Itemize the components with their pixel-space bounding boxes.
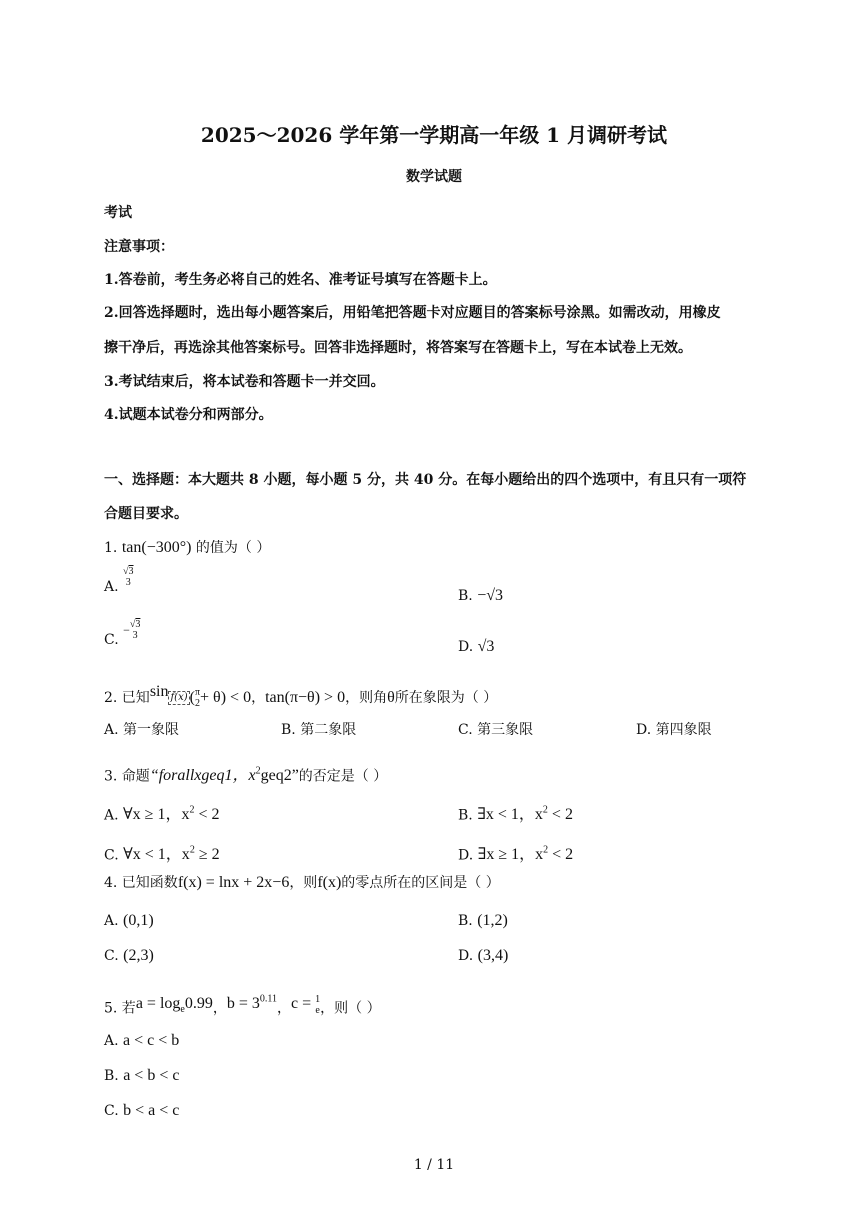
option-label: D. — [458, 639, 474, 655]
option-5c — [104, 1101, 179, 1121]
question-mid: ，则角 — [345, 690, 388, 706]
option-1a — [104, 566, 134, 597]
option-label: C. — [104, 847, 119, 864]
option-5a — [104, 1031, 179, 1051]
option-label: B. — [458, 807, 473, 824]
condition-a: $a = \log_e0.99$ — [135, 995, 213, 1016]
question-number: 5. 若 — [104, 1000, 136, 1017]
notice-line: 2.回答选择题时，选出每小题答案后，用铅笔把答题卡对应题目的答案标号涂黑。如需改动，用橡皮 — [104, 305, 721, 321]
question-2: 2. 已知sin f(x) ( π 2 + θ) < 0，tan(π−θ) > 0，则角θ所在象限为（ ） — [104, 683, 498, 709]
option-3d — [458, 841, 573, 865]
option-label: B. — [458, 913, 473, 929]
separator: ， — [277, 1000, 292, 1017]
page-subtitle: 数学试题 — [406, 169, 462, 185]
option-label: C. — [104, 632, 119, 648]
option-3b — [458, 801, 573, 825]
condition-2: tan(π−θ) > 0 — [265, 689, 346, 706]
option-1c — [104, 619, 140, 650]
condition-1: + θ) < 0 — [200, 689, 252, 706]
option-label: D. — [458, 847, 474, 864]
option-value: −√3 — [477, 587, 504, 604]
section-heading-cont: 合题目要求。 — [104, 506, 188, 522]
option-value: ∀x ≥ 1，$x^2 < 2$ — [123, 805, 220, 824]
fraction — [123, 566, 134, 588]
option-label: D. — [458, 948, 474, 964]
fraction-denominator: 3 — [132, 630, 138, 641]
condition-c: c = 1 e — [291, 993, 321, 1016]
minus-sign: − — [123, 623, 130, 637]
notice-header: 注意事项： — [104, 239, 174, 255]
formula-placeholder-box: f(x) — [170, 692, 188, 703]
option-4c — [104, 946, 154, 966]
option-1b — [458, 586, 503, 606]
question-mid: ，则 — [289, 875, 318, 891]
question-number: 2. 已知 — [104, 690, 150, 706]
question-tail: 的值为（ ） — [195, 540, 271, 556]
option-value: (3,4) — [477, 947, 509, 964]
question-tail: ，则（ ） — [320, 1000, 381, 1017]
fraction: π 2 — [194, 687, 201, 709]
page-title: 2025～2026 学年第一学期高一年级 1 月调研考试 — [200, 123, 668, 147]
function-expression: f(x) = lnx + 2x−6 — [177, 874, 290, 891]
option-4a — [104, 911, 154, 931]
option-value: a < c < b — [123, 1032, 180, 1049]
condition-b: $b = 3^{0.11}$ — [226, 994, 278, 1013]
notice-line: 3.考试结束后，将本试卷和答题卡一并交回。 — [104, 374, 385, 390]
question-4 — [104, 873, 500, 893]
question-tail: 的零点所在的区间是（ ） — [341, 875, 500, 891]
option-4b — [458, 911, 508, 931]
option-label: A. — [104, 913, 119, 929]
option-label: A. — [104, 807, 119, 824]
option-value: √3 — [477, 638, 495, 655]
fraction-denominator: 3 — [125, 577, 131, 588]
question-5 — [104, 990, 381, 1021]
fraction-numerator: √3 — [123, 566, 134, 577]
option-label: C. — [104, 948, 119, 964]
exam-label: 考试 — [104, 205, 132, 221]
question-number: 4. 已知函数 — [104, 875, 178, 891]
option-value: ∃x ≥ 1，$x^2 < 2$ — [477, 845, 574, 864]
option-5b — [104, 1066, 179, 1086]
option-label: B. — [458, 588, 473, 604]
option-2b: B. 第二象限 — [281, 722, 357, 738]
page-number: 1 / 11 — [413, 1157, 455, 1173]
option-value: ∀x < 1，$x^2 \ge 2$ — [123, 845, 220, 864]
option-1d — [458, 637, 494, 657]
option-label: C. — [104, 1103, 119, 1119]
notice-line: 4.试题本试卷分和两部分。 — [104, 407, 273, 423]
question-tail: 所在象限为（ ） — [394, 690, 498, 706]
question-expression: tan(−300°) — [121, 539, 192, 556]
theta-symbol: θ — [387, 689, 395, 706]
fraction — [130, 619, 141, 641]
option-value: ∃x < 1，$x^2 < 2$ — [477, 805, 573, 824]
notice-line: 擦干净后，再选涂其他答案标号。回答非选择题时，将答案写在答题卡上，写在本试卷上无效。 — [104, 340, 692, 356]
proposition: “forallxgeq1，$x^2geq2$” — [149, 766, 299, 785]
option-3c — [104, 841, 220, 865]
fraction-numerator: √3 — [129, 619, 141, 630]
question-number: 3. 命题 — [104, 768, 150, 785]
option-4d — [458, 946, 508, 966]
option-value: (0,1) — [123, 912, 154, 929]
function-name: f(x) — [317, 874, 342, 891]
sin-function: sin — [149, 683, 169, 700]
option-value: b < a < c — [123, 1102, 180, 1119]
notice-line: 1.答卷前，考生务必将自己的姓名、准考证号填写在答题卡上。 — [104, 272, 497, 288]
separator: ， — [212, 1000, 227, 1017]
option-value: (1,2) — [477, 912, 508, 929]
option-label: A. — [104, 1033, 119, 1049]
option-2d: D. 第四象限 — [636, 722, 712, 738]
option-3a — [104, 801, 220, 825]
option-value: a < b < c — [123, 1067, 180, 1084]
option-label: B. — [104, 1068, 119, 1084]
section-heading: 一、选择题：本大题共 8 小题，每小题 5 分，共 40 分。在每小题给出的四个选项中，有且只有一项符 — [104, 472, 747, 488]
separator: ， — [251, 690, 266, 706]
question-number: 1. — [104, 540, 118, 556]
option-label: A. — [104, 579, 119, 595]
question-tail: 的否定是（ ） — [298, 768, 388, 785]
option-value: (2,3) — [123, 947, 154, 964]
option-2a: A. 第一象限 — [104, 722, 180, 738]
question-3 — [104, 762, 387, 786]
question-1 — [104, 538, 270, 558]
option-2c: C. 第三象限 — [458, 722, 534, 738]
